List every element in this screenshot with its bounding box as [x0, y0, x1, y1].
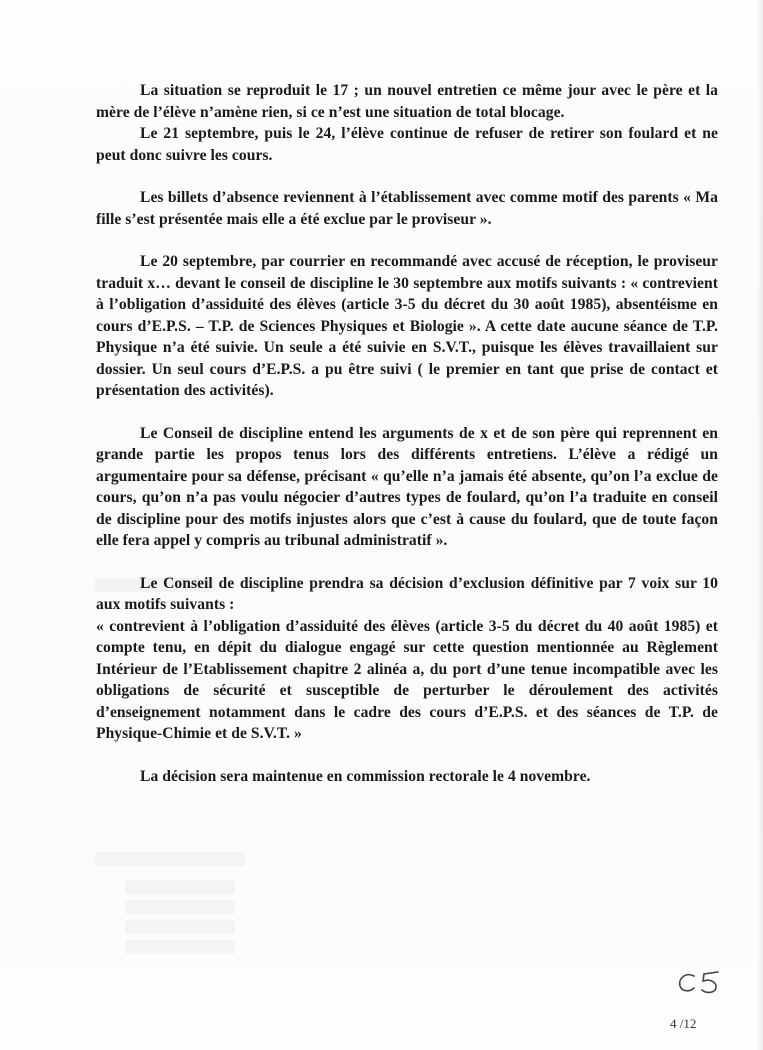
- bleed-through-mark: [125, 940, 235, 954]
- paragraph-decision: Le Conseil de discipline prendra sa décision d’exclusion définitive par 7 voix sur 10 aux motifs suivants :: [96, 574, 718, 613]
- paragraph-motifs-quote: « contrevient à l’obligation d’assiduité des élèves (article 3-5 du décret du 40 août 1985) et compte tenu, en dépit du dialogue engagé sur cette question mentionnée au Règlement Intérieur de l’Etablissement chapitre 2 alinéa a, du port d’une tenue incompatible avec les obligations de sécurité et susceptible de perturber le déroulement des activités d’enseignement notamment dans le cadre des cours d’E.P.S. et des séances de T.P. de Physique-Chimie et de S.V.T. »: [96, 617, 718, 742]
- paragraph-conseil-arguments: Le Conseil de discipline entend les arguments de x et de son père qui reprennent en grande partie les propos tenus lors des différents entretiens. L’élève a rédigé un argumentaire pour sa défense, précisant « qu’elle n’a jamais été absente, qu’on l’a exclue de cours, qu’on n’a pas voulu négocier d’autres types de foulard, qu’on l’a traduite en conseil de discipline pour des motifs injustes alors que c’est à cause du foulard, que de toute façon elle fera appel y compris au tribunal administratif ».: [96, 424, 718, 549]
- paragraph-situation: La situation se reproduit le 17 ; un nouvel entretien ce même jour avec le père et la mère de l’élève n’amène rien, si ce n’est une situation de total blocage.: [96, 82, 718, 121]
- scan-edge-shadow: [757, 0, 763, 1050]
- bleed-through-mark: [95, 852, 245, 866]
- document-body: [96, 80, 718, 787]
- paragraph-commission-rectorale: La décision sera maintenue en commission rectorale le 4 novembre.: [140, 767, 591, 785]
- page-number: 4 /12: [670, 1016, 697, 1031]
- bleed-through-mark: [125, 880, 235, 894]
- paragraph-convocation: Le 20 septembre, par courrier en recommandé avec accusé de réception, le proviseur traduit x… devant le conseil de discipline le 30 septembre aux motifs suivants : « contrevient à l’obligation d’assiduité des élèves (article 3-5 du décret du 30 août 1985), absentéisme en cours d’E.P.S. – T.P. de Sciences Physiques et Biologie ». A cette date aucune séance de T.P. Physique n’a été suivie. Un seule a été suivie en S.V.T., puisque les élèves travaillaient sur dossier. Un seul cours d’E.P.S. a pu être suivi ( le premier en tant que prise de contact et présentation des activités).: [96, 253, 718, 399]
- paragraph-billets-absence: Les billets d’absence reviennent à l’établissement avec comme motif des parents « Ma fille s’est présentée mais elle a été exclue par le proviseur ».: [96, 189, 718, 228]
- paragraph-refus: Le 21 septembre, puis le 24, l’élève continue de refuser de retirer son foulard et ne peut donc suivre les cours.: [96, 125, 718, 164]
- bleed-through-mark: [125, 920, 235, 934]
- bleed-through-mark: [125, 900, 235, 914]
- handwritten-annotation: [676, 968, 728, 996]
